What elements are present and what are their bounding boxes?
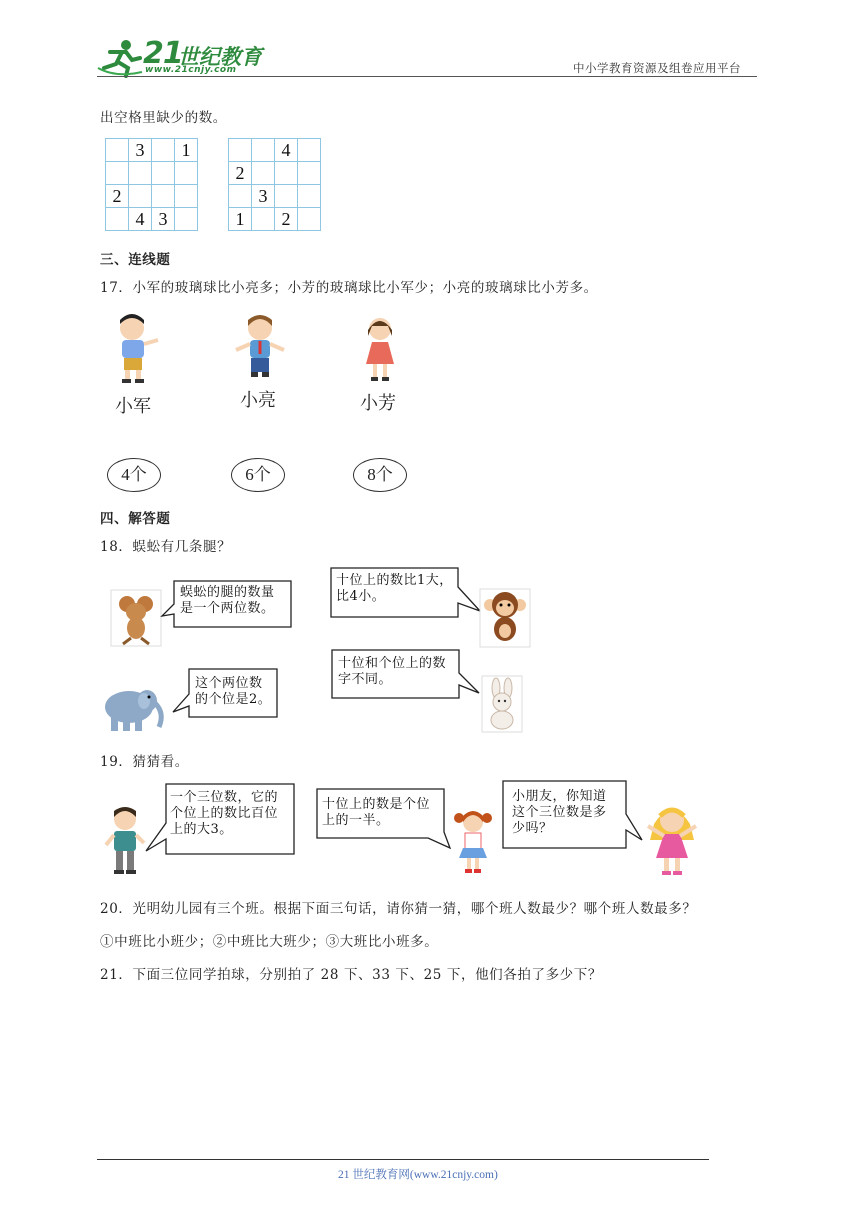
grid-cell: 2 — [275, 208, 298, 231]
mouse-jerry-icon — [111, 590, 161, 646]
grid-cell: 1 — [229, 208, 252, 231]
bubble-line: 上的大3。 — [170, 822, 233, 837]
bubble-line: 上的一半。 — [322, 813, 390, 828]
bubble-mouse-text — [180, 585, 275, 617]
kid-name-xiaojun: 小军 — [115, 396, 151, 417]
grid-cell — [229, 185, 252, 208]
bubble-girl-text — [322, 797, 430, 829]
logo-number: 21 — [143, 36, 183, 71]
monkey-icon — [480, 589, 530, 647]
q18-text: 18．蜈蚣有几条腿？ — [100, 539, 232, 555]
count-oval-8[interactable]: 8个 — [353, 458, 407, 492]
grid-cell: 3 — [252, 185, 275, 208]
bubble-line: 一个三位数，它的 — [170, 790, 279, 805]
grid-cell — [106, 162, 129, 185]
boy-thinking-icon — [100, 805, 150, 877]
grid-cell — [129, 185, 152, 208]
girl-pigtails-icon — [451, 808, 495, 876]
bubble-line: 比4小。 — [336, 589, 386, 604]
q21-text: 21．下面三位同学拍球，分别拍了 28 下、33 下、25 下，他们各拍了多少下？ — [100, 967, 602, 983]
grid-cell: 4 — [275, 139, 298, 162]
grid-cell — [152, 162, 175, 185]
boy-xiaoliang-icon — [232, 312, 288, 382]
girl-xiaofang-icon — [360, 314, 400, 384]
grid-row — [106, 139, 198, 162]
grid-cell — [298, 139, 321, 162]
grid-cell — [106, 139, 129, 162]
platform-name: 中小学教育资源及组卷应用平台 — [573, 61, 741, 75]
elephant-icon — [99, 683, 169, 735]
girl-blonde-icon — [640, 800, 704, 878]
grid-cell — [298, 185, 321, 208]
grid-cell — [252, 162, 275, 185]
grid-row — [229, 139, 321, 162]
grid-cell — [298, 208, 321, 231]
section4-title: 四、解答题 — [100, 511, 171, 527]
runner-logo-icon — [96, 38, 146, 78]
grid-cell — [175, 208, 198, 231]
grid-cell — [252, 208, 275, 231]
bubble-line: 个位上的数比百位 — [170, 806, 279, 821]
grid-row — [106, 162, 198, 185]
grid-cell — [275, 185, 298, 208]
q20-clues: ①中班比小班少；②中班比大班少；③大班比小班多。 — [100, 934, 439, 950]
grid-cell — [252, 139, 275, 162]
grid-cell — [129, 162, 152, 185]
grid-cell — [275, 162, 298, 185]
bubble-line: 少吗？ — [512, 821, 553, 836]
grid-row — [106, 208, 198, 231]
section3-title: 三、连线题 — [100, 252, 171, 268]
bubble-line: 十位上的数是个位 — [322, 797, 431, 812]
header-divider — [97, 76, 757, 77]
bubble-monkey-text — [336, 573, 453, 605]
bubble-line: 是一个两位数。 — [180, 601, 275, 616]
count-oval-4[interactable]: 4个 — [107, 458, 161, 492]
q19-text: 19．猜猜看。 — [100, 754, 189, 770]
grid-cell: 2 — [229, 162, 252, 185]
footer-divider — [97, 1159, 709, 1160]
grid-cell: 2 — [106, 185, 129, 208]
bubble-elephant-text — [195, 676, 271, 708]
bubble-boy-text — [170, 790, 278, 838]
bubble-line: 小朋友，你知道 — [512, 789, 607, 804]
count-oval-6[interactable]: 6个 — [231, 458, 285, 492]
bubble-line: 这个两位数 — [195, 676, 263, 691]
grid-cell: 1 — [175, 139, 198, 162]
bubble-line: 字不同。 — [338, 672, 393, 687]
q20-text: 20．光明幼儿园有三个班。根据下面三句话，请你猜一猜，哪个班人数最少？哪个班人数最多？ — [100, 901, 697, 917]
grid-cell — [229, 139, 252, 162]
grid-row — [106, 185, 198, 208]
grid-cell — [152, 139, 175, 162]
grid-cell: 3 — [152, 208, 175, 231]
grid-cell: 4 — [129, 208, 152, 231]
bubble-line: 蜈蚣的腿的数量 — [180, 585, 275, 600]
grid-cell — [298, 162, 321, 185]
kid-name-xiaofang: 小芳 — [360, 393, 396, 414]
bubble-line: 的个位是2。 — [195, 692, 272, 707]
q17-text: 17．小军的玻璃球比小亮多；小芳的玻璃球比小军少；小亮的玻璃球比小芳多。 — [100, 280, 598, 296]
grid-cell: 3 — [129, 139, 152, 162]
grid-row — [229, 185, 321, 208]
grid-cell — [106, 208, 129, 231]
bubble-line: 十位上的数比1大， — [336, 573, 453, 588]
grid-cell — [175, 185, 198, 208]
bubble-line: 这个三位数是多 — [512, 805, 607, 820]
grid-row — [229, 208, 321, 231]
rabbit-icon — [482, 676, 522, 732]
footer-text[interactable]: 21 世纪教育网(www.21cnjy.com) — [338, 1169, 498, 1181]
logo-text: 世纪教育 — [178, 45, 262, 69]
sudoku-grid-left — [105, 138, 198, 231]
boy-xiaojun-icon — [108, 312, 162, 386]
q16-tail-text: 出空格里缺少的数。 — [100, 110, 227, 126]
sudoku-grid-right — [228, 138, 321, 231]
kid-name-xiaoliang: 小亮 — [240, 390, 276, 411]
grid-cell — [175, 162, 198, 185]
grid-cell — [152, 185, 175, 208]
bubble-line: 十位和个位上的数 — [338, 656, 447, 671]
logo-url: www.21cnjy.com — [145, 65, 237, 75]
bubble-girl2-text — [512, 789, 607, 837]
grid-row — [229, 162, 321, 185]
bubble-rabbit-text — [338, 656, 446, 688]
